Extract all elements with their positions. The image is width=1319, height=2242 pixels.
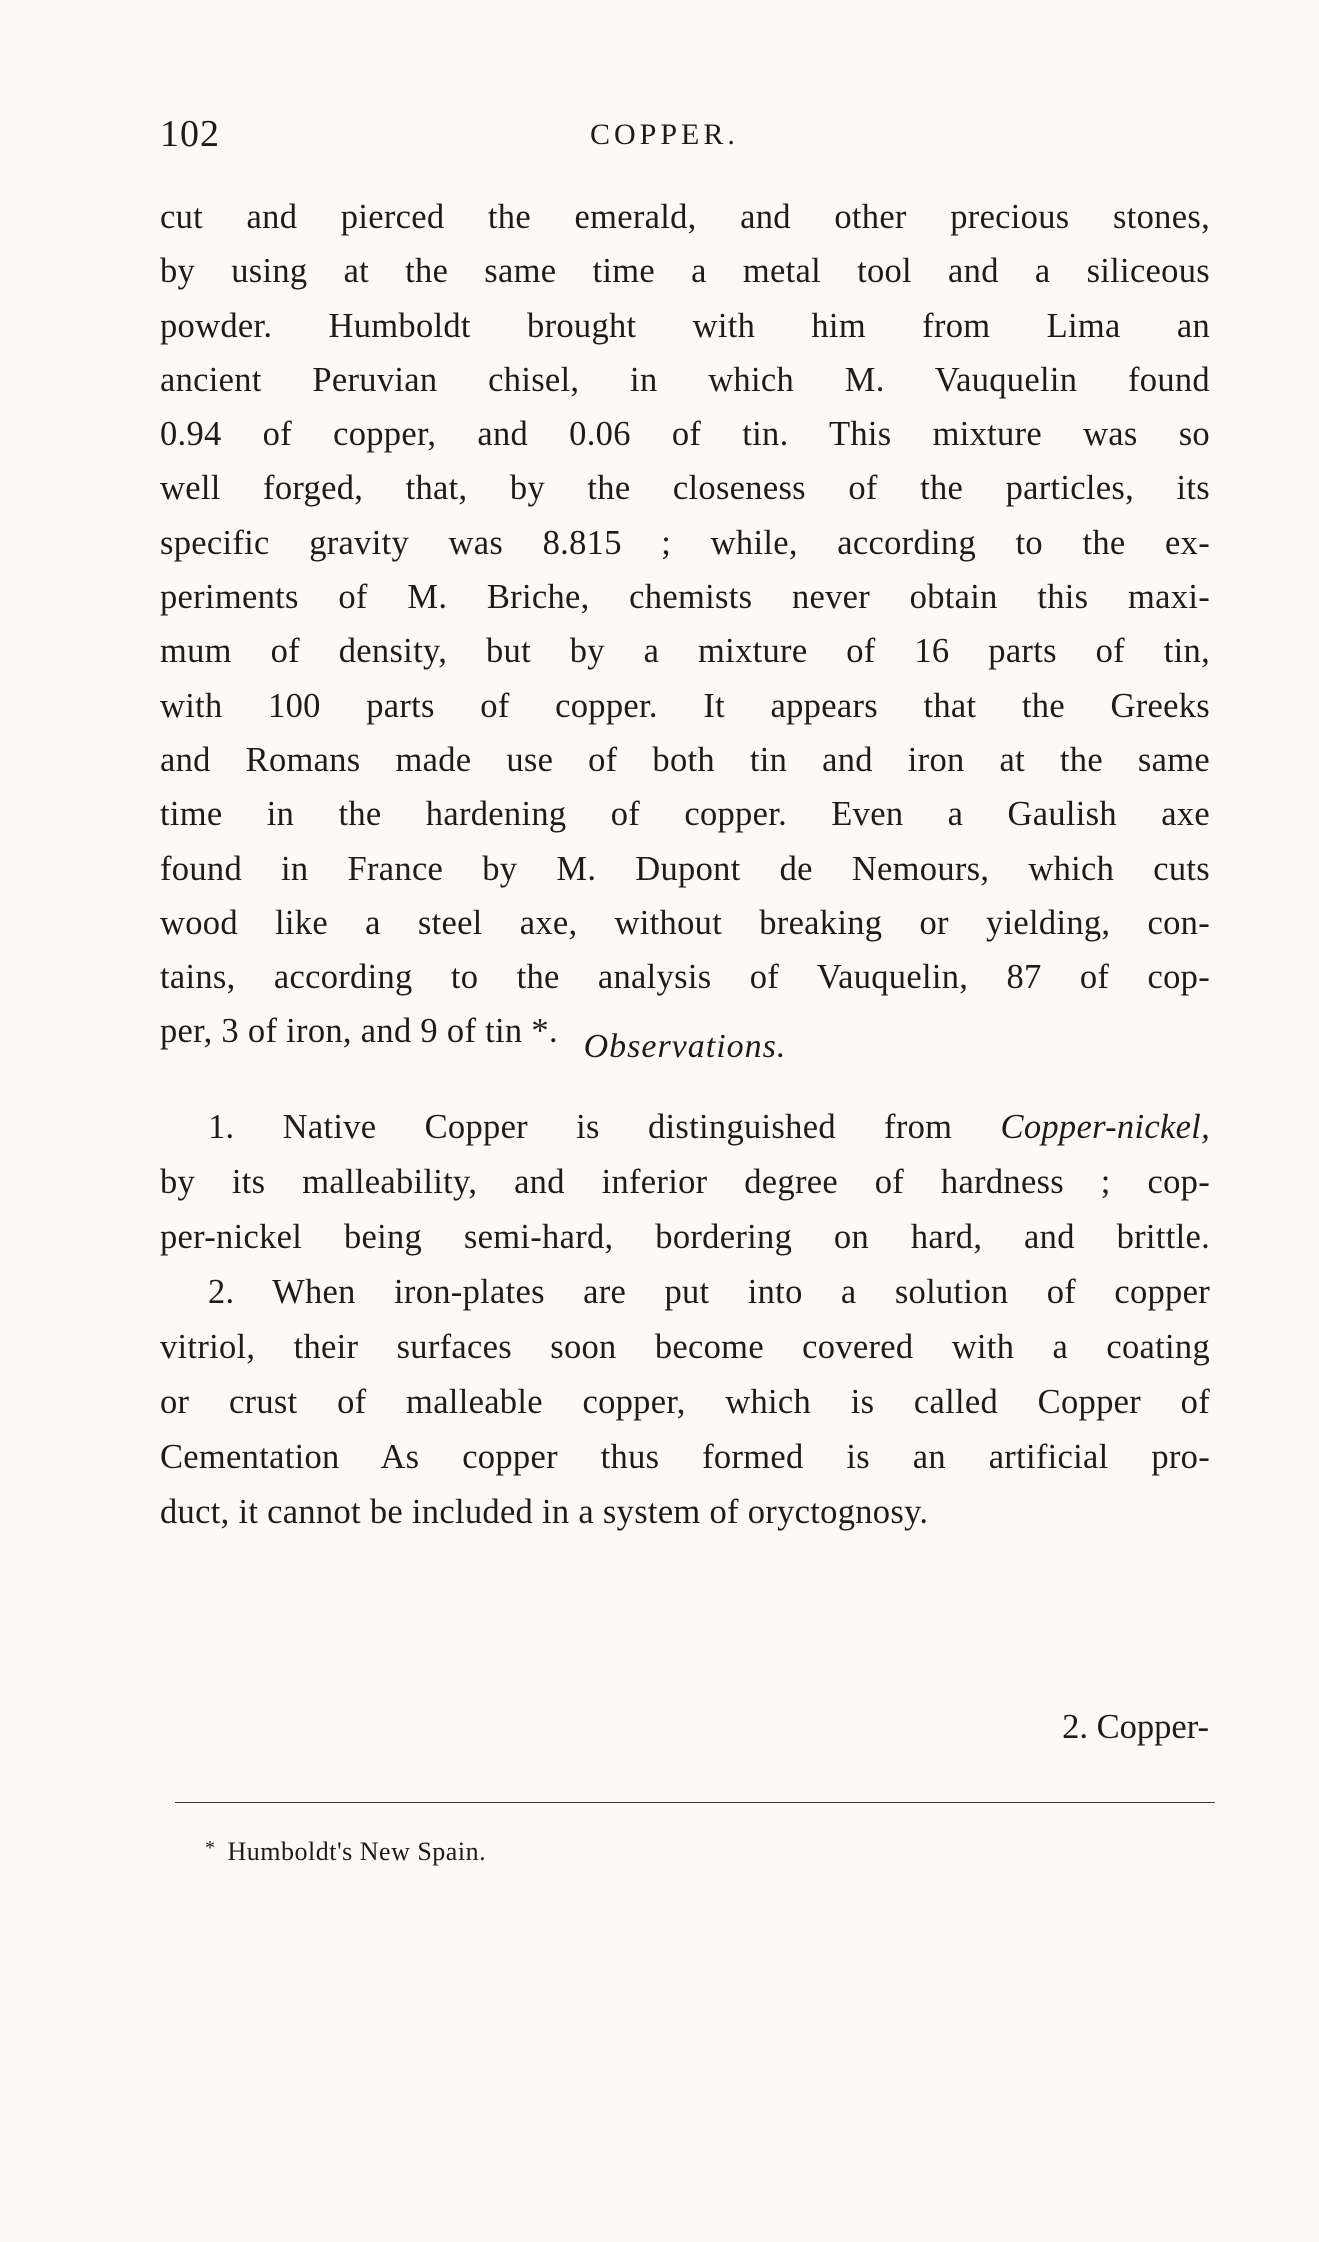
running-head: COPPER. bbox=[590, 118, 739, 151]
footnote bbox=[205, 1837, 486, 1867]
text-line: 0.94 of copper, and 0.06 of tin. This mixture was so bbox=[160, 415, 1210, 454]
section-heading: Observations. bbox=[583, 1028, 787, 1065]
text-line: per, 3 of iron, and 9 of tin *. bbox=[160, 1012, 558, 1051]
text-line: time in the hardening of copper. Even a Gaulish axe bbox=[160, 795, 1210, 834]
text-line: and Romans made use of both tin and iron at the same bbox=[160, 740, 1210, 779]
observation-1-line: per-nickel being semi-hard, bordering on hard, and brittle. bbox=[160, 1218, 1210, 1256]
text-line: periments of M. Briche, chemists never obtain this maxi- bbox=[160, 578, 1210, 617]
page-header bbox=[160, 112, 1210, 162]
observation-2-line: Cementation As copper thus formed is an artificial pro- bbox=[160, 1438, 1210, 1476]
text-line: specific gravity was 8.815 ; while, according to the ex- bbox=[160, 523, 1210, 562]
observation-2-line: or crust of malleable copper, which is called Copper of bbox=[160, 1383, 1210, 1421]
observation-1-line: by its malleability, and inferior degree of hardness ; cop- bbox=[160, 1163, 1210, 1201]
observation-1-text: 1. Native Copper is distinguished from bbox=[208, 1108, 1001, 1146]
text-line: ancient Peruvian chisel, in which M. Vauquelin found bbox=[160, 360, 1210, 399]
text-line: powder. Humboldt brought with him from Lima an bbox=[160, 306, 1210, 345]
text-line: by using at the same time a metal tool and a siliceous bbox=[160, 252, 1210, 291]
text-line: well forged, that, by the closeness of the particles, its bbox=[160, 469, 1210, 508]
footnote-rule bbox=[175, 1802, 1215, 1803]
text-line: wood like a steel axe, without breaking or yielding, con- bbox=[160, 903, 1210, 942]
observation-2-line: duct, it cannot be included in a system of oryctognosy. bbox=[160, 1493, 929, 1531]
text-line: tains, according to the analysis of Vauquelin, 87 of cop- bbox=[160, 958, 1210, 997]
observation-2-line: 2. When iron-plates are put into a solution of copper bbox=[208, 1273, 1210, 1311]
main-paragraph bbox=[160, 190, 1210, 1059]
observations-list bbox=[160, 1100, 1210, 1540]
copper-nickel-term: Copper-nickel, bbox=[1000, 1108, 1210, 1146]
text-line: cut and pierced the emerald, and other precious stones, bbox=[160, 198, 1210, 236]
observation-2-line: vitriol, their surfaces soon become covered with a coating bbox=[160, 1328, 1210, 1366]
text-line: found in France by M. Dupont de Nemours, which cuts bbox=[160, 849, 1210, 888]
text-line: mum of density, but by a mixture of 16 parts of tin, bbox=[160, 632, 1210, 671]
catchword: 2. Copper- bbox=[1062, 1708, 1209, 1746]
observation-1-line bbox=[160, 1100, 1210, 1155]
page-number: 102 bbox=[160, 113, 220, 155]
footnote-text: Humboldt's New Spain. bbox=[227, 1837, 487, 1866]
footnote-mark: * bbox=[205, 1837, 216, 1859]
text-line: with 100 parts of copper. It appears that the Greeks bbox=[160, 686, 1210, 725]
